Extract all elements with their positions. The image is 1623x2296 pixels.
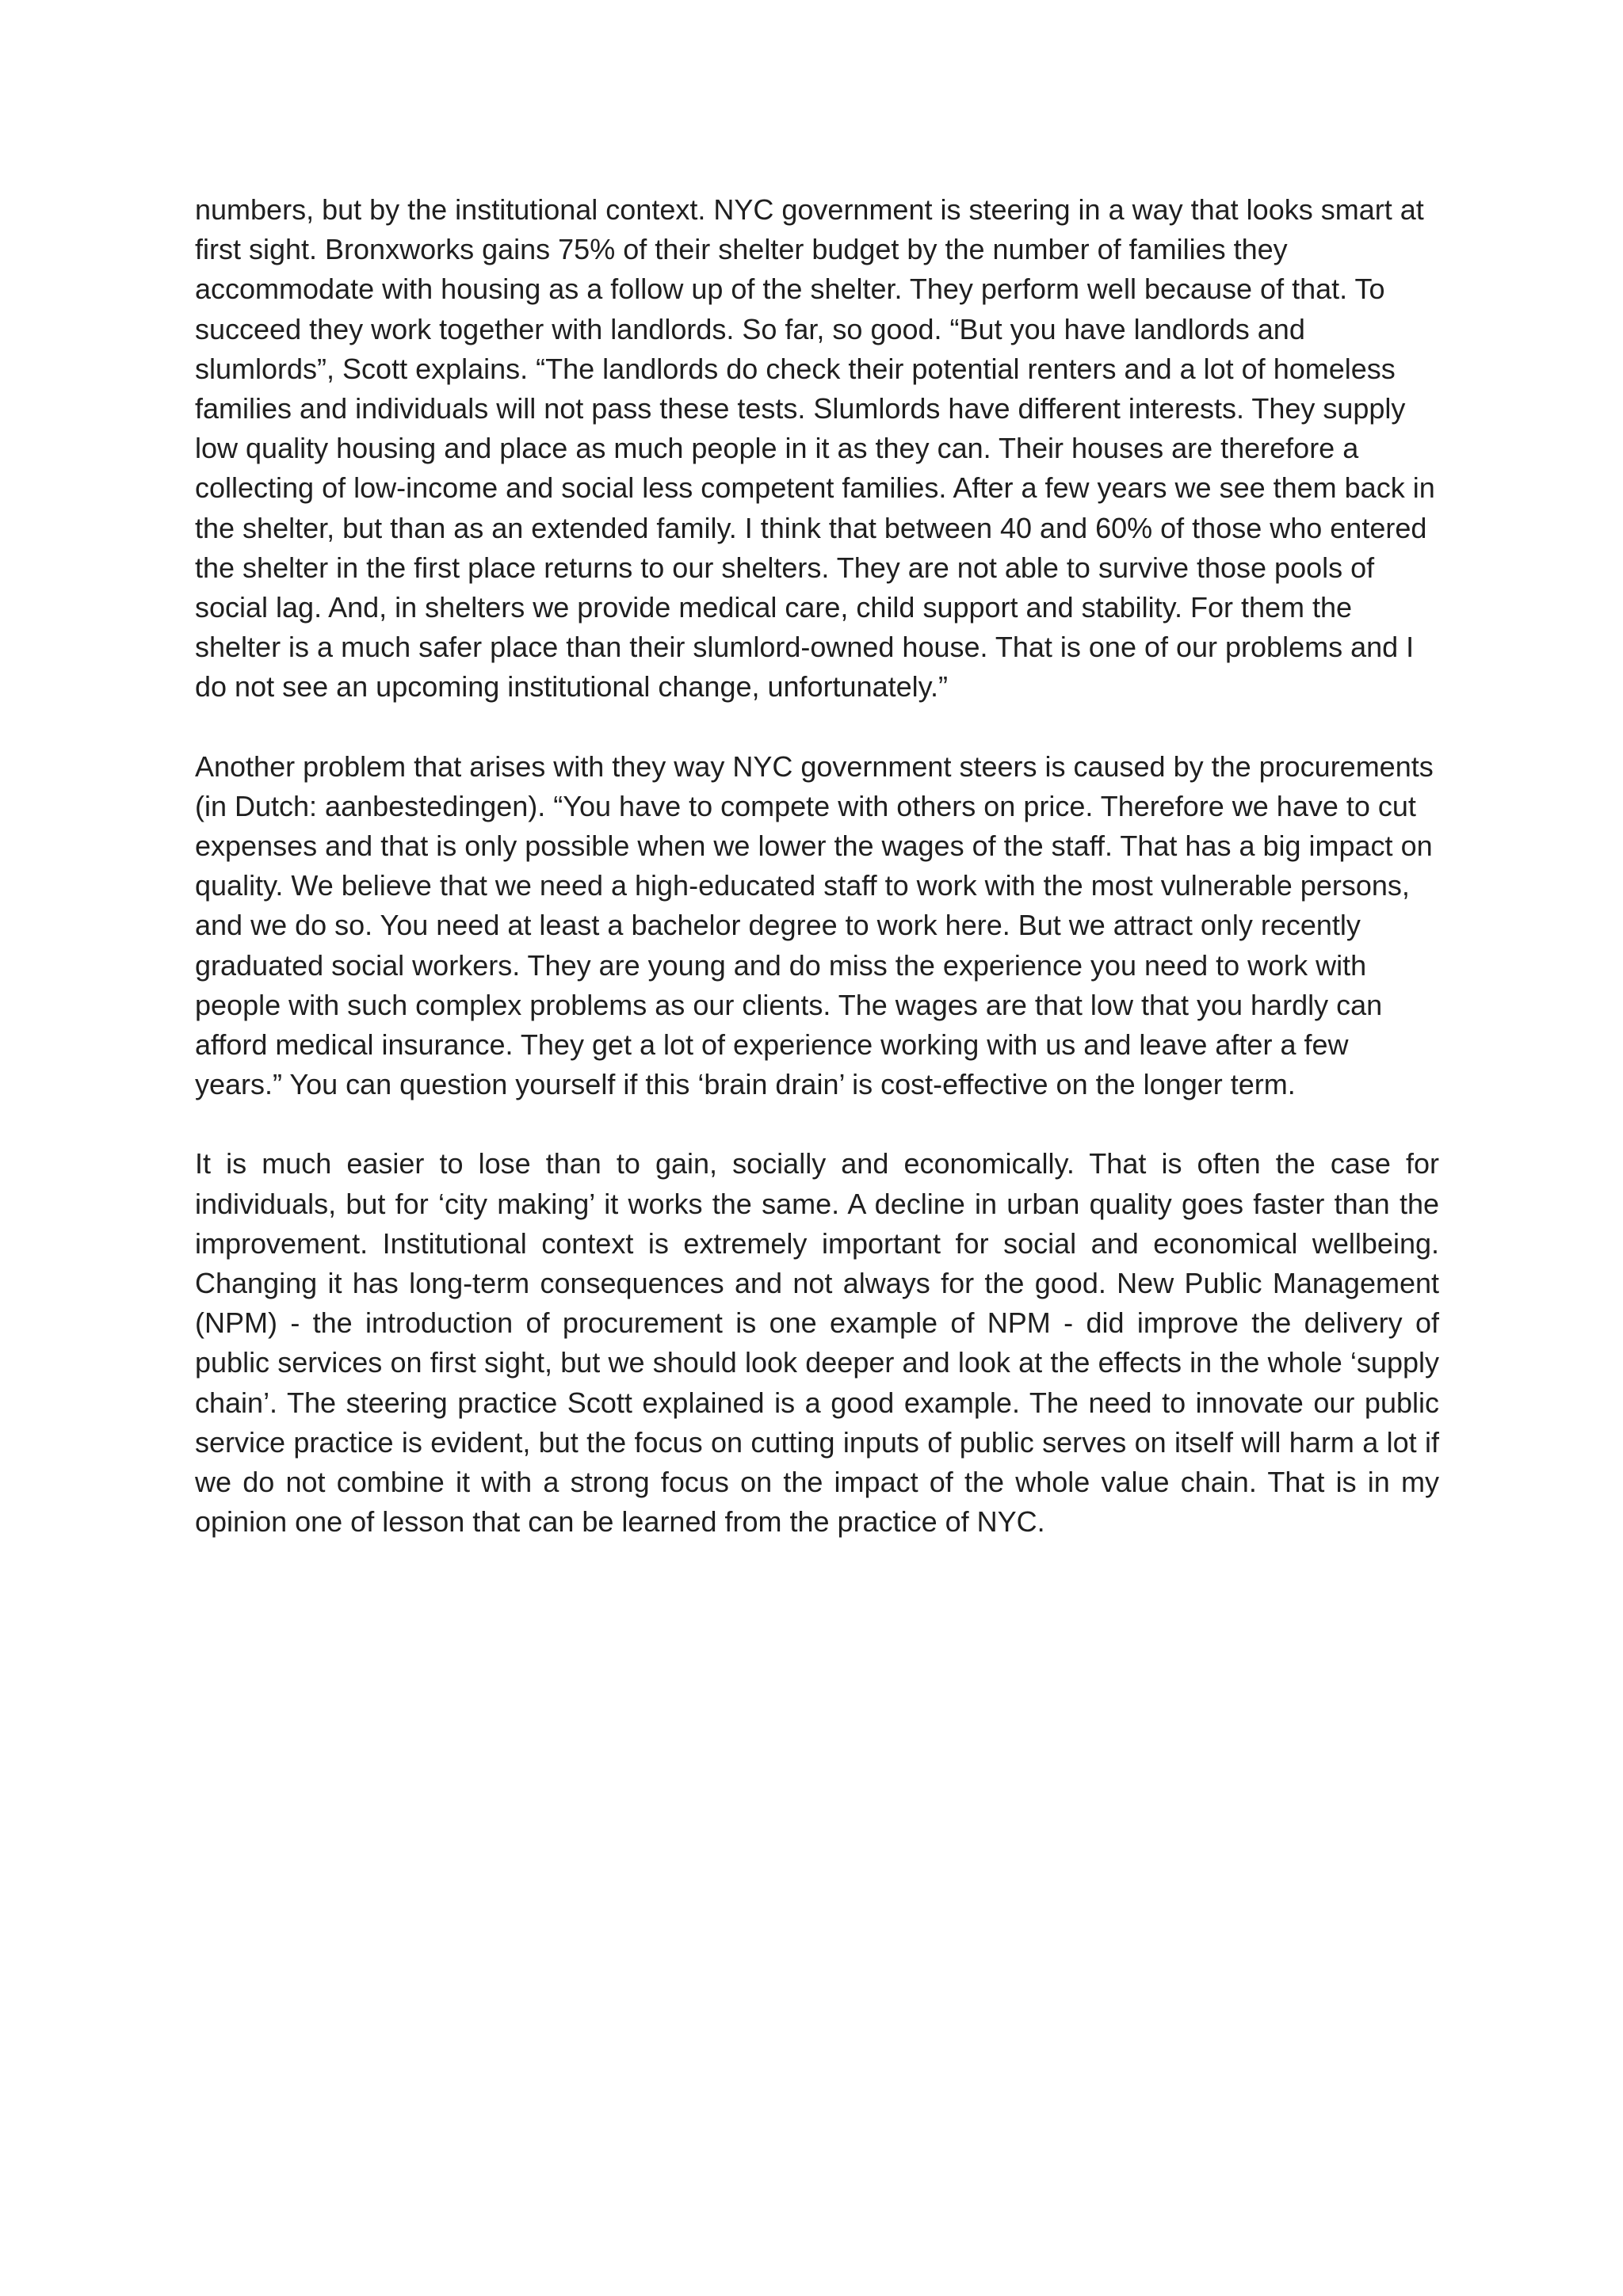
- paragraph-conclusion: It is much easier to lose than to gain, socially and economically. That is often the case for individuals, but for ‘city making’ it works the same. A decline in urban quality goes faster than the improvement. Institutional context is extremely important for social and economical wellbeing. Changing it has long-term consequences and not always for the good. New Public Management (NPM) - the introduction of procurement is one example of NPM - did improve the delivery of public services on first sight, but we should look deeper and look at the effects in the whole ‘supply chain’. The steering practice Scott explained is a good example. The need to innovate our public service practice is evident, but the focus on cutting inputs of public serves on itself will harm a lot if we do not combine it with a strong focus on the impact of the whole value chain. That is in my opinion one of lesson that can be learned from the practice of NYC.: [195, 1147, 1439, 1539]
- document-body: [195, 190, 1439, 1582]
- paragraph-procurement: Another problem that arises with they way NYC government steers is caused by the procurements (in Dutch: aanbestedingen). “You have to compete with others on price. Therefore we have to cut expenses and that is only possible when we lower the wages of the staff. That has a big impact on quality. We believe that we need a high-educated staff to work with the most vulnerable persons, and we do so. You need at least a bachelor degree to work here. But we attract only recently graduated social workers. They are young and do miss the experience you need to work with people with such complex problems as our clients. The wages are that low that you hardly can afford medical insurance. They get a lot of experience working with us and leave after a few years.” You can question yourself if this ‘brain drain’ is cost-effective on the longer term.: [195, 749, 1434, 1101]
- paragraph-shelter-steering: numbers, but by the institutional context. NYC government is steering in a way that looks smart at first sight. Bronxworks gains 75% of their shelter budget by the number of families they accommodate with housing as a follow up of the shelter. They perform well because of that. To succeed they work together with landlords. So far, so good. “But you have landlords and slumlords”, Scott explains. “The landlords do check their potential renters and a lot of homeless families and individuals will not pass these tests. Slumlords have different interests. They supply low quality housing and place as much people in it as they can. Their houses are therefore a collecting of low-income and social less competent families. After a few years we see them back in the shelter, but than as an extended family. I think that between 40 and 60% of those who entered the shelter in the first place returns to our shelters. They are not able to survive those pools of social lag. And, in shelters we provide medical care, child support and stability. For them the shelter is a much safer place than their slumlord-owned house. That is one of our problems and I do not see an upcoming institutional change, unfortunately.”: [195, 193, 1435, 704]
